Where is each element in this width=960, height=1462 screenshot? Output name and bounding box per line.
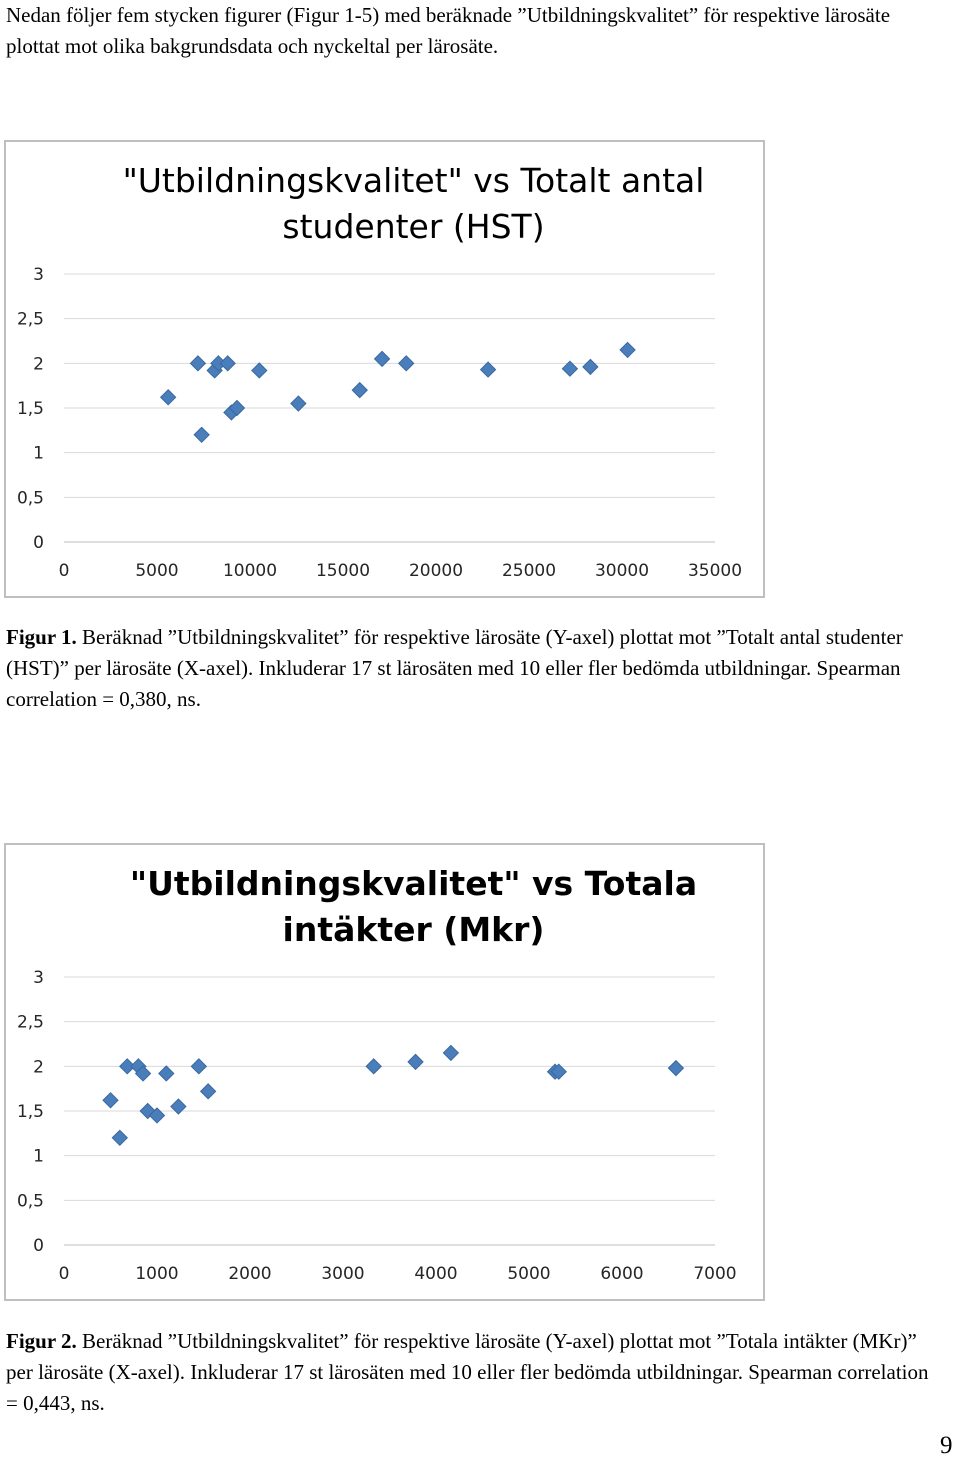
chart-1-data-point [620, 342, 635, 357]
chart-2-x-tick-label: 1000 [135, 1264, 179, 1284]
chart-1-data-point [352, 383, 367, 398]
chart-2-data-point [201, 1084, 216, 1099]
chart-2-data-point [112, 1130, 127, 1145]
chart-1-data-point [194, 427, 209, 442]
chart-2-x-tick-label: 5000 [507, 1264, 551, 1284]
chart-1-data-point [190, 356, 205, 371]
intro-paragraph: Nedan följer fem stycken figurer (Figur 1-5) med beräknade ”Utbildningskvalitet” för respektive lärosäte plottat mot olika bakgrundsdata och nyckeltal per lärosäte. [6, 3, 891, 58]
figure-1-caption-text: Beräknad ”Utbildningskvalitet” för respektive lärosäte (Y-axel) plottat mot ”Totalt antal studenter (HST)” per lärosäte (X-axel). Inkluderar 17 st lärosäten med 10 eller fler bedömda utbildningar. Spearman correlation = 0,380, ns. [6, 625, 903, 711]
chart-2-data-point [159, 1066, 174, 1081]
chart-2-y-tick-label: 2 [33, 1057, 44, 1078]
figure-1-caption [6, 622, 936, 715]
page-number: 9 [940, 1432, 953, 1459]
chart-2-data-point [366, 1059, 381, 1074]
chart-1-y-tick-label: 3 [33, 265, 44, 285]
chart-2-title [130, 864, 697, 949]
chart-1-data-point [481, 362, 496, 377]
chart-1-x-tick-label: 15000 [315, 561, 371, 581]
figure-2-caption [6, 1326, 936, 1419]
chart-1-data-point [399, 356, 414, 371]
chart-1-svg [6, 142, 763, 596]
chart-1-data-point [161, 390, 176, 405]
chart-1-x-tick-label: 25000 [501, 561, 557, 581]
chart-1-title-line: "Utbildningskvalitet" vs Totalt antal [122, 161, 705, 200]
chart-2-x-tick-label: 4000 [414, 1264, 458, 1284]
chart-2-x-tick-label: 7000 [693, 1264, 737, 1284]
chart-1-x-tick-label: 20000 [408, 561, 464, 581]
chart-2-x-tick-label: 0 [58, 1264, 70, 1284]
chart-2-data-point [171, 1099, 186, 1114]
chart-1-data-point [375, 351, 390, 366]
chart-2-y-tick-label: 3 [33, 968, 44, 988]
chart-1-data-point [220, 356, 235, 371]
chart-1-x-tick-label: 35000 [687, 561, 743, 581]
figure-1-label: Figur 1. [6, 625, 77, 649]
chart-2-data-point [103, 1093, 118, 1108]
chart-1-y-tick-label: 2 [33, 354, 44, 375]
chart-2-data-point [668, 1061, 683, 1076]
figure-2-label: Figur 2. [6, 1329, 77, 1353]
chart-2-data-point [408, 1054, 423, 1069]
chart-2-title-line: "Utbildningskvalitet" vs Totala [129, 864, 698, 903]
chart-1-y-tick-label: 0 [33, 533, 44, 553]
chart-2-data-point [443, 1045, 458, 1060]
chart-1-data-point [252, 363, 267, 378]
chart-2-y-tick-label: 2,5 [16, 1012, 44, 1033]
chart-1-title-line: studenter (HST) [282, 207, 545, 246]
figure-2-caption-text: Beräknad ”Utbildningskvalitet” för respektive lärosäte (Y-axel) plottat mot ”Totala intäkter (MKr)” per lärosäte (X-axel). Inkluderar 17 st lärosäten med 10 eller fler bedömda utbildningar. Spearman correlation = 0,443, ns. [6, 1329, 929, 1415]
chart-1-x-tick-label: 30000 [594, 561, 650, 581]
chart-1-x-tick-label: 10000 [222, 561, 278, 581]
chart-1-y-tick-label: 1,5 [16, 399, 44, 419]
chart-2-x-tick-label: 2000 [228, 1264, 272, 1284]
chart-2 [4, 843, 765, 1301]
chart-1-data-point [291, 396, 306, 411]
chart-2-y-tick-label: 0 [33, 1236, 44, 1256]
chart-2-x-tick-label: 3000 [321, 1264, 365, 1284]
chart-2-title-line: intäkter (Mkr) [282, 910, 545, 949]
chart-1 [4, 140, 765, 598]
chart-2-y-tick-label: 0,5 [16, 1191, 44, 1212]
chart-1-y-tick-label: 1 [33, 443, 44, 464]
chart-2-svg [6, 845, 763, 1299]
chart-2-y-tick-label: 1 [33, 1146, 44, 1167]
chart-2-y-tick-label: 1,5 [16, 1102, 44, 1122]
chart-2-x-tick-label: 6000 [600, 1264, 644, 1284]
chart-1-x-tick-label: 0 [58, 561, 70, 581]
chart-1-y-tick-label: 0,5 [16, 488, 44, 509]
chart-1-title [123, 161, 705, 246]
chart-1-data-point [583, 359, 598, 374]
chart-2-data-point [191, 1059, 206, 1074]
chart-1-y-tick-label: 2,5 [16, 309, 44, 330]
chart-1-x-tick-label: 5000 [135, 561, 179, 581]
